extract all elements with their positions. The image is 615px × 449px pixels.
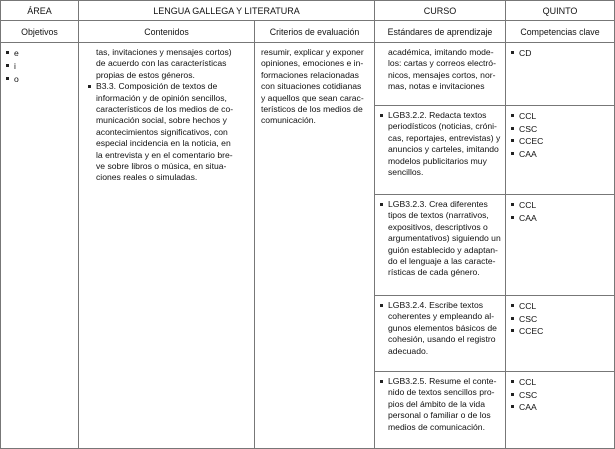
estandar-text: LGB3.2.2. Redacta textos periodísticos (noticias, cróni- cas, reportajes, entrevistas) y anuncios y carteles, imitando modelos publicitarios muy sencillos. (377, 110, 503, 178)
objetivos-cell (1, 43, 79, 449)
competencias-cell (506, 195, 615, 296)
estandar-text: LGB3.2.3. Crea diferentes tipos de textos (narrativos, expositivos, descriptivos o argumentativos) siguiendo un guión establecido y adaptan- do el lenguaje a las caracte- rísticas de cada género. (377, 199, 503, 279)
contenido-item: B3.3. Composición de textos de información y de opinión sencillos, característicos de los medios de co- municación social, sobre hechos y acontecimientos significativos, con especial incidencia en la noticia, en la entrevista y en el comentario bre- ve sobre libros o música, en situa- ciones reales o simuladas. (85, 81, 250, 184)
competencias-cell (506, 372, 615, 449)
contenidos-cell (79, 43, 255, 449)
col-estandares: Estándares de aprendizaje (375, 21, 506, 43)
competencia-item: CD (508, 47, 612, 60)
competencia-item: CAA (508, 401, 612, 414)
estandar-cell (375, 372, 506, 449)
estandar-text: LGB3.2.4. Escribe textos coherentes y empleando al- gunos elementos básicos de cohesión, usando el registro adecuado. (377, 300, 503, 357)
col-competencias: Competencias clave (506, 21, 615, 43)
competencias-cell (506, 43, 615, 106)
estandar-text: LGB3.2.5. Resume el conte- nido de textos sencillos pro- pios del ámbito de la vida personal o familiar o de los medios de comunicación. (377, 376, 503, 433)
col-contenidos: Contenidos (79, 21, 255, 43)
estandar-cell (375, 43, 506, 106)
objetivo-item: i (3, 60, 78, 73)
contenido-item: tas, invitaciones y mensajes cortos) de acuerdo con las características propias de estos géneros. (96, 47, 232, 80)
competencia-item: CSC (508, 123, 612, 136)
competencia-item: CCL (508, 110, 612, 123)
col-objetivos: Objetivos (1, 21, 79, 43)
competencia-item: CCL (508, 199, 612, 212)
competencias-cell (506, 296, 615, 372)
estandar-cell (375, 296, 506, 372)
competencia-item: CCL (508, 376, 612, 389)
objetivo-item: e (3, 47, 78, 60)
curso-label: CURSO (375, 1, 506, 21)
competencia-item: CAA (508, 148, 612, 161)
estandar-cell (375, 106, 506, 195)
area-label: ÁREA (1, 1, 79, 21)
curso-value: QUINTO (506, 1, 615, 21)
competencia-item: CSC (508, 313, 612, 326)
competencia-item: CCEC (508, 325, 612, 338)
criterio-text: resumir, explicar y exponer opiniones, emociones e in- formaciones relacionadas con situaciones cotidianas y aquellos que sean carac- terísticos de los medios de comunicación. (261, 47, 364, 126)
col-criterios: Criterios de evaluación (255, 21, 375, 43)
competencia-item: CCL (508, 300, 612, 313)
competencias-cell (506, 106, 615, 195)
criterios-cell (255, 43, 375, 449)
objetivos-list (3, 47, 78, 86)
competencia-item: CSC (508, 389, 612, 402)
objetivo-item: o (3, 73, 78, 86)
estandar-cell (375, 195, 506, 296)
area-value: LENGUA GALLEGA Y LITERATURA (79, 1, 375, 21)
competencia-item: CCEC (508, 135, 612, 148)
competencia-item: CAA (508, 212, 612, 225)
estandar-text: académica, imitando mode- los: cartas y correos electró- nicos, mensajes cortos, nor- mas, notas e invitaciones (388, 47, 496, 92)
